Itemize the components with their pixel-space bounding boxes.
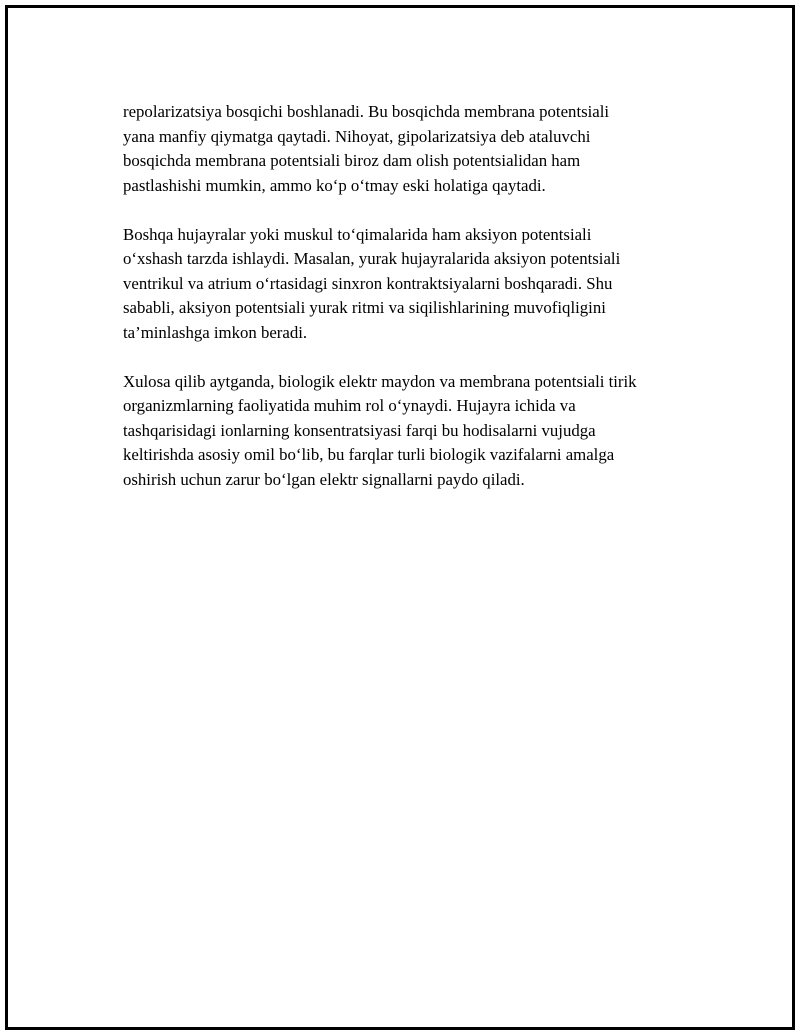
paragraph-line: Boshqa hujayralar yoki muskul to‘qimalarida ham aksiyon potentsiali [123, 224, 592, 244]
paragraph-line: bosqichda membrana potentsiali biroz dam olish potentsialidan ham [123, 151, 581, 170]
paragraph-line: oshirish uchun zarur bo‘lgan elektr signallarni paydo qiladi. [123, 469, 525, 489]
paragraph-line: pastlashishi mumkin, ammo ko‘p o‘tmay eski holatiga qaytadi. [123, 175, 546, 195]
paragraph-line: yana manfiy qiymatga qaytadi. Nihoyat, gipolarizatsiya deb ataluvchi [123, 126, 591, 146]
document-body [123, 100, 693, 517]
paragraph-1 [123, 100, 693, 198]
paragraph-line: ventrikul va atrium o‘rtasidagi sinxron kontraktsiyalarni boshqaradi. Shu [123, 273, 613, 293]
document-page [5, 5, 795, 1030]
paragraph-3 [123, 370, 693, 493]
paragraph-2 [123, 223, 693, 346]
paragraph-line: o‘xshash tarzda ishlaydi. Masalan, yurak hujayralarida aksiyon potentsiali [123, 249, 621, 268]
paragraph-line: repolarizatsiya bosqichi boshlanadi. Bu bosqichda membrana potentsiali [123, 102, 610, 121]
paragraph-line: ta’minlashga imkon beradi. [123, 322, 308, 342]
paragraph-line: sababli, aksiyon potentsiali yurak ritmi va siqilishlarining muvofiqligini [123, 298, 606, 317]
paragraph-line: Xulosa qilib aytganda, biologik elektr maydon va membrana potentsiali tirik [123, 371, 637, 391]
paragraph-line: keltirishda asosiy omil bo‘lib, bu farqlar turli biologik vazifalarni amalga [123, 445, 615, 464]
paragraph-line: tashqarisidagi ionlarning konsentratsiyasi farqi bu hodisalarni vujudga [123, 420, 596, 440]
paragraph-line: organizmlarning faoliyatida muhim rol o‘ynaydi. Hujayra ichida va [123, 396, 576, 415]
